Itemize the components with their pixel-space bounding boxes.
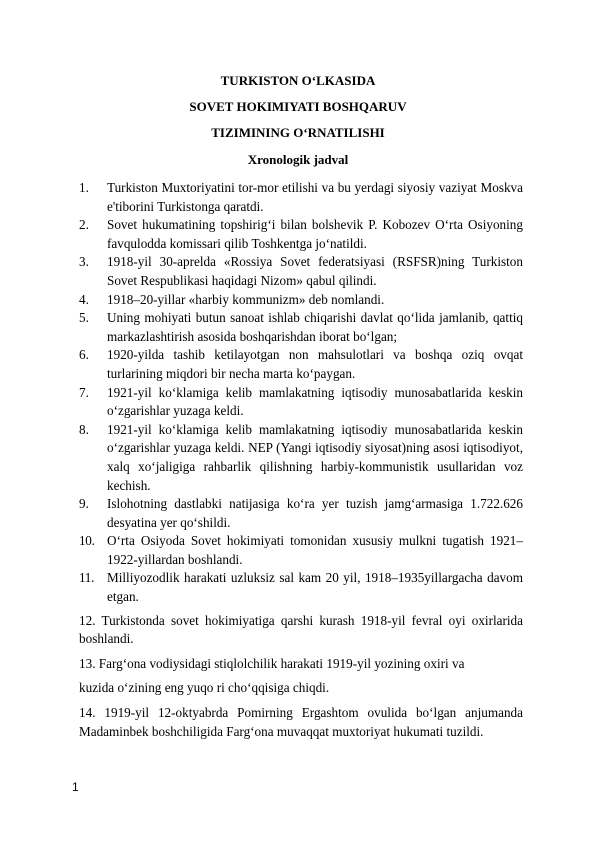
title-line-3: TIZIMINING O‘RNATILISHI	[211, 125, 385, 140]
page-number: 1	[72, 780, 79, 794]
item-text: 1920-yilda tashib ketilayotgan non mahsulotlari va boshqa oziq ovqat turlarining miqdori bir necha marta ko‘paygan.	[107, 347, 523, 381]
item-number: 5.	[79, 310, 89, 326]
item-number: 8.	[79, 421, 89, 437]
item-number: 2.	[79, 217, 89, 233]
item-number: 10.	[79, 533, 95, 549]
list-item	[79, 179, 523, 216]
list-item	[79, 253, 523, 290]
item-number: 6.	[79, 347, 89, 363]
list-item	[79, 384, 523, 421]
paragraph-12: 12. Turkistonda sovet hokimiyatiga qarshi kurash 1918-yil fevral oyi oxirlarida boshlandi.	[79, 612, 523, 647]
item-number: 11.	[79, 570, 95, 586]
item-text: O‘rta Osiyoda Sovet hokimiyati tomonidan xususiy mulkni tugatish 1921–1922-yillardan boshlandi.	[107, 533, 523, 567]
list-item	[79, 291, 523, 310]
item-text: 1918–20-yillar «harbiy kommunizm» deb nomlandi.	[107, 291, 385, 307]
paragraph-13-continued: kuzida o‘zining eng yuqo ri cho‘qqisiga chiqdi.	[79, 680, 330, 696]
item-text: Sovet hukumatining topshirig‘i bilan bolshevik P. Kobozev O‘rta Osiyoning favqulodda komissari qilib Toshkentga jo‘natildi.	[107, 217, 523, 251]
list-item	[79, 569, 523, 606]
list-item	[79, 495, 523, 532]
item-text: Milliyozodlik harakati uzluksiz sal kam 20 yil, 1918–1935yillargacha davom etgan.	[107, 570, 523, 605]
title-line-2: SOVET HOKIMIYATI BOSHQARUV	[189, 99, 407, 114]
item-text: 1921-yil ko‘klamiga kelib mamlakatning iqtisodiy munosabatlarida keskin o‘zgarishlar yuzaga keldi. NEP (Yangi iqtisodiy siyosat)ning asosi iqtisodiyot, xalq xo‘jaligiga rahbarlik qilishning harbiy-kommunistik usullaridan voz kechish.	[107, 421, 523, 493]
paragraph-14: 14. 1919-yil 12-oktyabrda Pomirning Ergashtom ovulida bo‘lgan anjumanda Madaminbek boshchiligida Farg‘ona muvaqqat muxtoriyat hukumati tuzildi.	[79, 705, 523, 739]
item-number: 3.	[79, 254, 89, 270]
subtitle: Xronologik jadval	[247, 152, 349, 167]
paragraph-13: 13. Farg‘ona vodiysidagi stiqlolchilik harakati 1919-yil yozining oxiri va	[79, 655, 465, 671]
list-item	[79, 216, 523, 253]
item-number: 9.	[79, 496, 89, 512]
list-item	[79, 346, 523, 383]
item-text: 1918-yil 30-aprelda «Rossiya Sovet federatsiyasi (RSFSR)ning Turkiston Sovet Respublikasi haqidagi Nizom» qabul qilindi.	[107, 254, 523, 288]
chronology-list	[79, 179, 523, 741]
list-item	[79, 421, 523, 495]
item-text: Turkiston Muxtoriyatini tor-mor etilishi va bu yerdagi siyosiy vaziyat Moskva e'tiborini Turkistonga qaratdi.	[107, 180, 523, 214]
item-text: 1921-yil ko‘klamiga kelib mamlakatning iqtisodiy munosabatlarida keskin o‘zgarishlar yuzaga keldi.	[107, 384, 523, 419]
list-item	[79, 309, 523, 346]
list-item	[79, 532, 523, 569]
item-text: Islohotning dastlabki natijasiga ko‘ra yer tuzish jamg‘armasiga 1.722.626 desyatina yer qo‘shildi.	[107, 496, 523, 530]
item-number: 1.	[79, 180, 89, 195]
item-text: Uning mohiyati butun sanoat ishlab chiqarishi davlat qo‘lida jamlanib, qattiq markazlashtirish asosida boshqarishdan iborat bo‘lgan;	[107, 310, 523, 344]
item-number: 4.	[79, 291, 89, 307]
item-number: 7.	[79, 384, 89, 400]
title-line-1: TURKISTON O‘LKASIDA	[220, 73, 376, 88]
